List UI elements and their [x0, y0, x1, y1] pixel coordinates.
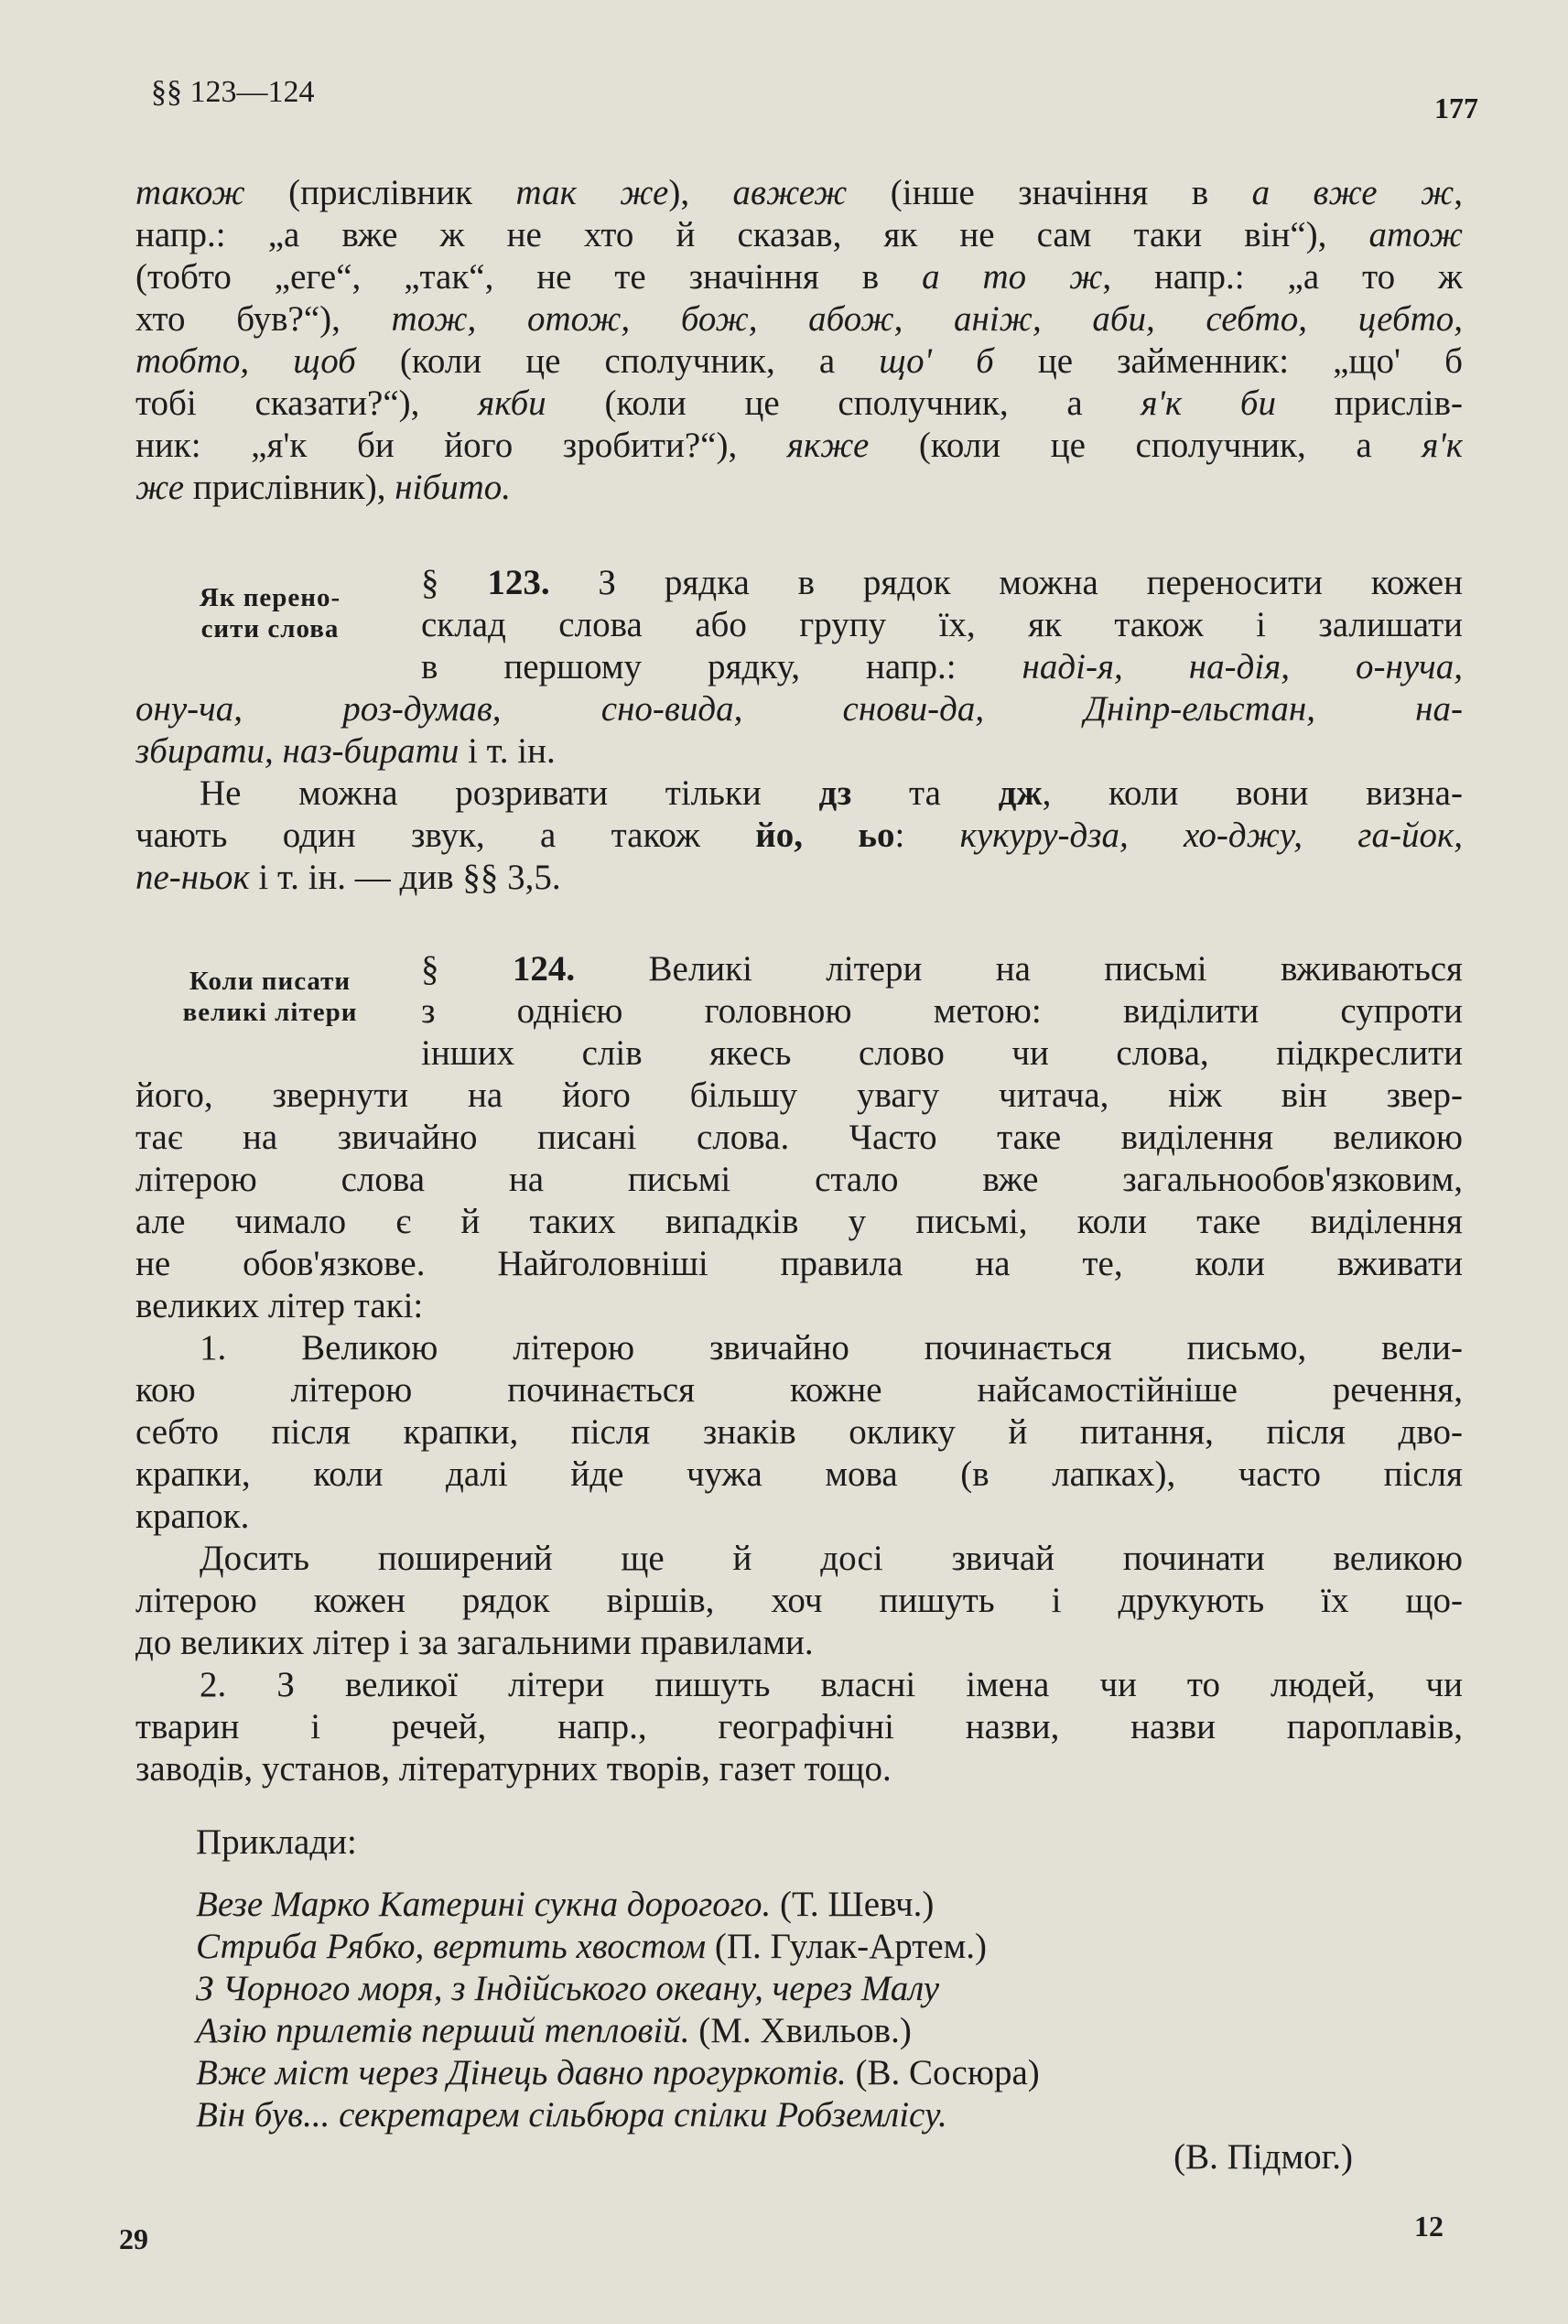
text-line: літерою слова на письмі стало вже загальнообов'язковим, [135, 1160, 1463, 1199]
page-number: 177 [1434, 92, 1478, 124]
margin-note-line: сити слова [200, 614, 340, 643]
text-line: великих літер такі: [135, 1286, 424, 1325]
margin-note-line: Як перено- [199, 583, 341, 612]
text-line: же прислівник), нібито. [135, 468, 511, 507]
text-line: не обов'язкове. Найголовніші правила на те, коли вживати [135, 1244, 1463, 1283]
text-line: до великих літер і за загальними правилами. [135, 1623, 814, 1662]
text-line: 1. Великою літерою звичайно починається письмо, вели- [200, 1328, 1463, 1367]
text-line: склад слова або групу їх, як також і залишати [421, 605, 1463, 644]
text-line: в першому рядку, напр.: наді-я, на-дія, о-нуча, [421, 647, 1463, 686]
example-line: Азію прилетів перший тепловій. (М. Хвильов.) [196, 2011, 912, 2050]
text-line: також (прислівник так же), авжеж (інше значіння в а вже ж, [135, 173, 1463, 212]
text-line: тварин і речей, напр., географічні назви, назви пароплавів, [135, 1707, 1463, 1746]
text-line: чають один звук, а також йо, ьо: кукуру-дза, хо-джу, га-йок, [135, 816, 1463, 855]
example-line: З Чорного моря, з Індійського океану, через Малу [196, 1969, 940, 2008]
text-line: себто після крапки, після знаків оклику й питання, після дво- [135, 1412, 1463, 1452]
text-line: кою літерою починається кожне найсамостійніше речення, [135, 1370, 1463, 1410]
example-line: Вже міст через Дінець давно прогуркотів. (В. Сосюра) [196, 2053, 1040, 2092]
text-line: інших слів якесь слово чи слова, підкреслити [421, 1033, 1463, 1073]
paragraph-conjunctions [135, 172, 1463, 509]
section-123 [135, 562, 1463, 899]
text-line: збирати, наз-бирати і т. ін. [135, 731, 556, 771]
text-line: § 124. Великі літери на письмі вживаються [421, 949, 1463, 989]
margin-note-line: великі літери [182, 998, 358, 1027]
example-line: Стриба Рябко, вертить хвостом (П. Гулак-Артем.) [196, 1927, 987, 1966]
text-line: тобто, щоб (коли це сполучник, а що' б це займенник: „що' б [135, 341, 1463, 381]
text-line: § 123. З рядка в рядок можна переносити кожен [421, 563, 1463, 602]
margin-note-line: Коли писати [189, 967, 351, 996]
example-line: (В. Підмог.) [1173, 2137, 1353, 2177]
section-124 [135, 948, 1463, 2178]
text-line: літерою кожен рядок віршів, хоч пишуть і друкують їх що- [135, 1581, 1463, 1620]
running-head: §§ 123—124 [151, 75, 315, 109]
text-line: крапок. [135, 1497, 250, 1536]
text-line: хто був?“), тож, отож, бож, абож, аніж, аби, себто, цебто, [135, 299, 1463, 339]
text-line: тає на звичайно писані слова. Часто таке виділення великою [135, 1118, 1463, 1157]
text-line: крапки, коли далі йде чужа мова (в лапках), часто після [135, 1454, 1463, 1494]
examples-title: Приклади: [196, 1822, 357, 1862]
text-line: Досить поширений ще й досі звичай починати великою [200, 1539, 1463, 1578]
text-line: напр.: „а вже ж не хто й сказав, як не сам таки він“), атож [135, 215, 1463, 254]
text-line: ону-ча, роз-думав, сно-вида, снови-да, Дніпр-ельстан, на- [135, 689, 1463, 729]
example-line: Він був... секретарем сільбюра спілки Робземлісу. [196, 2095, 947, 2135]
signature-mark-left: 29 [119, 2222, 148, 2255]
text-line: пе-ньок і т. ін. — див §§ 3,5. [135, 858, 561, 897]
text-line: але чимало є й таких випадків у письмі, коли таке виділення [135, 1202, 1463, 1241]
text-line: 2. З великої літери пишуть власні імена чи то людей, чи [200, 1665, 1463, 1704]
text-line: (тобто „еге“, „так“, не те значіння в а то ж, напр.: „а то ж [135, 257, 1463, 297]
text-line: його, звернути на його більшу увагу читача, ніж він звер- [135, 1076, 1463, 1115]
signature-mark-right: 12 [1414, 2210, 1444, 2243]
example-line: Везе Марко Катерині сукна дорогого. (Т. Шевч.) [196, 1885, 935, 1924]
text-line: Не можна розривати тільки дз та дж, коли вони визна- [200, 773, 1463, 813]
text-line: ник: „я'к би його зробити?“), якже (коли це сполучник, а я'к [135, 426, 1463, 465]
text-line: тобі сказати?“), якби (коли це сполучник, а я'к би прислів- [135, 384, 1463, 423]
text-line: з однією головною метою: виділити супроти [421, 991, 1463, 1031]
text-line: заводів, установ, літературних творів, газет тощо. [135, 1749, 892, 1789]
